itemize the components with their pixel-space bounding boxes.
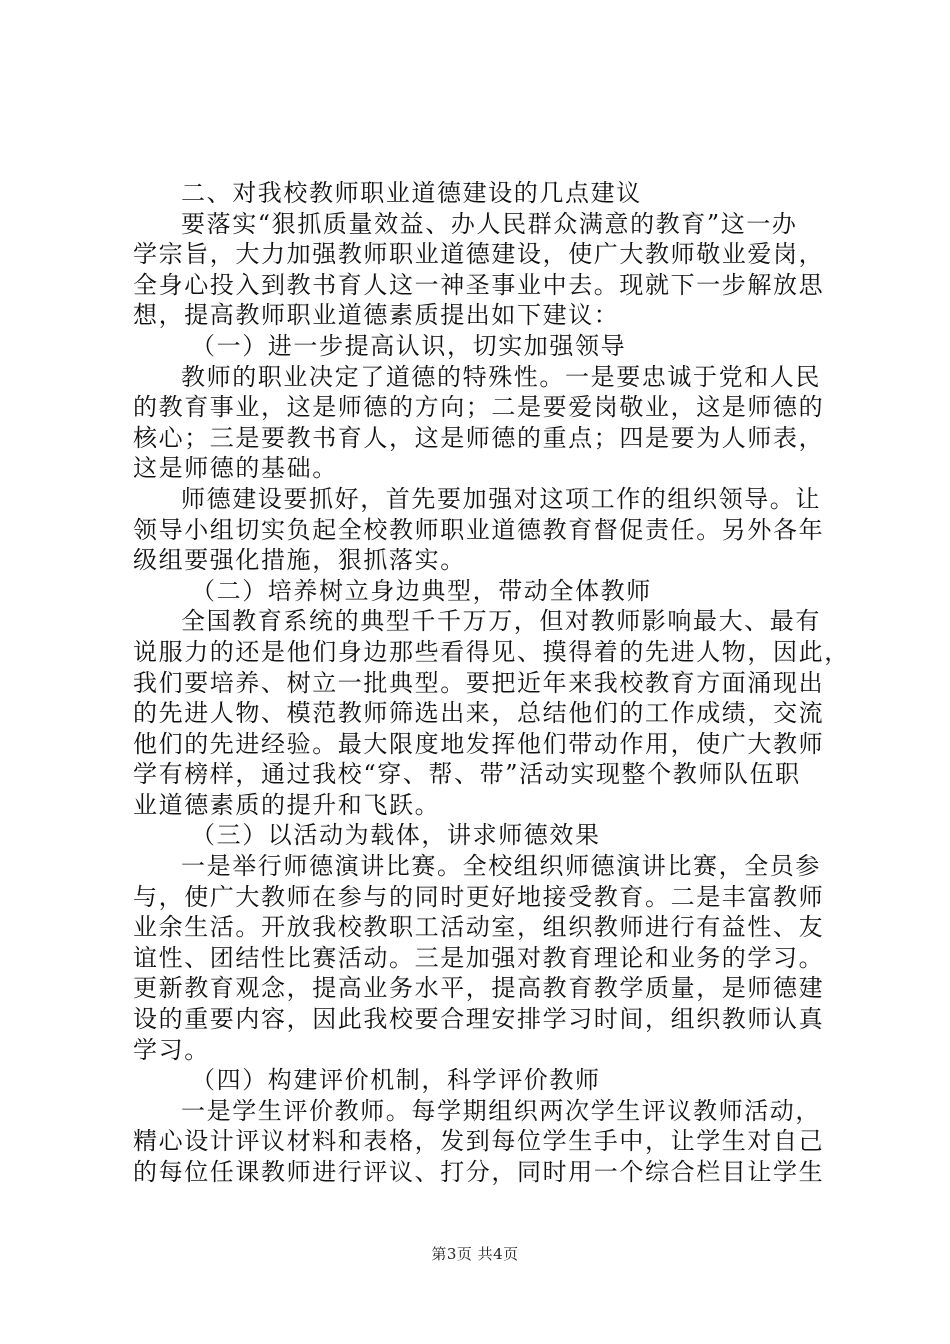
paragraph-line: 级组要强化措施，狠抓落实。 <box>133 546 466 575</box>
page-footer <box>0 1243 950 1264</box>
paragraph-line: 教师的职业决定了道德的特殊性。一是要忠诚于党和人民 <box>181 362 821 391</box>
paragraph-line: 的教育事业，这是师德的方向；二是要爱岗敬业，这是师德的 <box>133 393 825 422</box>
paragraph-line: 领导小组切实负起全校教师职业道德教育督促责任。另外各年 <box>133 515 825 544</box>
paragraph-line: 精心设计评议材料和表格，发到每位学生手中，让学生对自己 <box>133 1127 825 1156</box>
subsection-heading: （一）进一步提高认识，切实加强领导 <box>191 331 627 360</box>
paragraph-line: 的每位任课教师进行评议、打分，同时用一个综合栏目让学生 <box>133 1158 825 1186</box>
page-number: 第3页 共4页 <box>431 1245 519 1263</box>
subsection-heading: （四）构建评价机制，科学评价教师 <box>191 1066 601 1095</box>
paragraph-line: 与，使广大教师在参与的同时更好地接受教育。二是丰富教师 <box>133 882 825 911</box>
paragraph-line: 他们的先进经验。最大限度地发挥他们带动作用，使广大教师 <box>133 729 825 758</box>
paragraph-line: 师德建设要抓好，首先要加强对这项工作的组织领导。让 <box>181 484 821 513</box>
paragraph-line: 核心；三是要教书育人，这是师德的重点；四是要为人师表， <box>133 423 825 452</box>
paragraph-line: 业余生活。开放我校教职工活动室，组织教师进行有益性、友 <box>133 913 825 942</box>
paragraph-line: 更新教育观念，提高业务水平，提高教育教学质量，是师德建 <box>133 974 825 1003</box>
paragraph-line: 一是学生评价教师。每学期组织两次学生评议教师活动， <box>181 1096 821 1125</box>
paragraph-line: 学有榜样，通过我校“穿、帮、带”活动实现整个教师队伍职 <box>133 760 801 789</box>
paragraph-line: 的先进人物、模范教师筛选出来，总结他们的工作成绩，交流 <box>133 699 825 728</box>
paragraph-line: 一是举行师德演讲比赛。全校组织师德演讲比赛，全员参 <box>181 852 821 881</box>
subsection-heading: （二）培养树立身边典型，带动全体教师 <box>191 576 652 605</box>
paragraph-line: 谊性、团结性比赛活动。三是加强对教育理论和业务的学习。 <box>133 943 825 972</box>
document-body <box>133 178 850 1188</box>
section-heading: 二、对我校教师职业道德建设的几点建议 <box>181 179 642 207</box>
subsection-heading: （三）以活动为载体，讲求师德效果 <box>191 821 601 850</box>
paragraph-line: 要落实“狠抓质量效益、办人民群众满意的教育”这一办 <box>181 209 798 238</box>
paragraph-line: 全国教育系统的典型千千万万，但对教师影响最大、最有 <box>181 607 821 636</box>
paragraph-line: 业道德素质的提升和飞跃。 <box>133 790 441 819</box>
paragraph-line: 设的重要内容，因此我校要合理安排学习时间，组织教师认真 <box>133 1005 825 1034</box>
paragraph-line: 说服力的还是他们身边那些看得见、摸得着的先进人物，因此， <box>133 637 850 666</box>
paragraph-line: 想，提高教师职业道德素质提出如下建议： <box>133 301 620 330</box>
paragraph-line: 这是师德的基础。 <box>133 454 338 483</box>
paragraph-line: 学习。 <box>133 1035 210 1064</box>
paragraph-line: 我们要培养、树立一批典型。要把近年来我校教育方面涌现出 <box>133 668 825 697</box>
paragraph-line: 全身心投入到教书育人这一神圣事业中去。现就下一步解放思 <box>133 270 825 299</box>
paragraph-line: 学宗旨，大力加强教师职业道德建设，使广大教师敬业爱岗， <box>133 240 825 269</box>
